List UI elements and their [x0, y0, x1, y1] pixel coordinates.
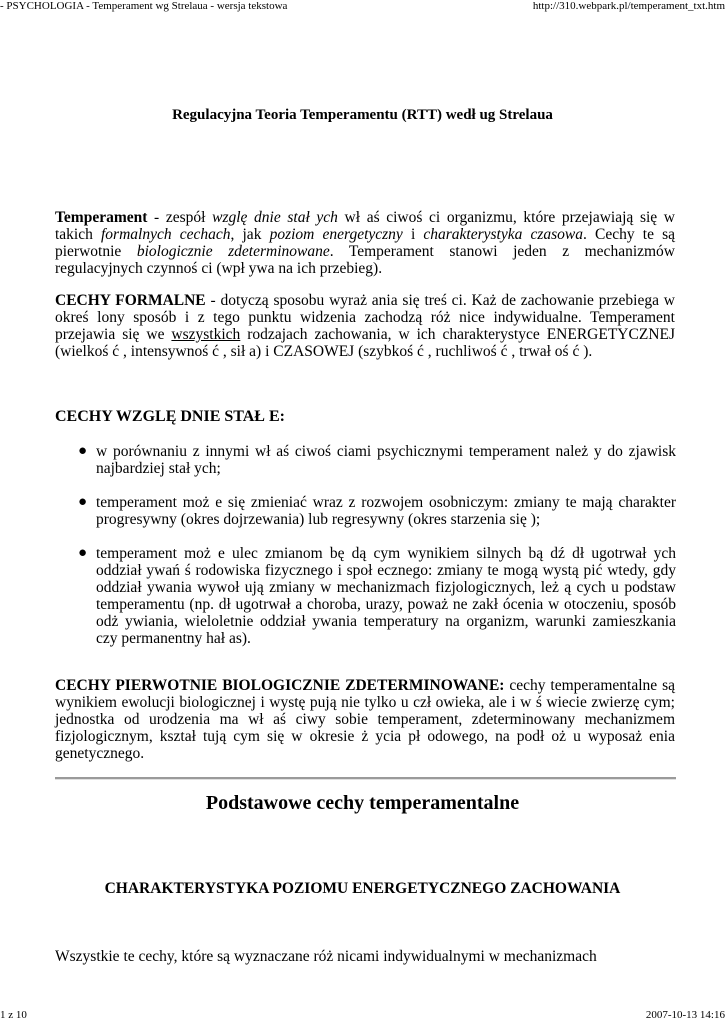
paragraph-wszystkie-cechy: Wszystkie te cechy, które są wyznaczane róż nicami indywidualnymi w mechanizmach: [55, 948, 597, 965]
list-item: ● temperament moż e ulec zmianom bę dą cym wynikiem silnych bą dź dł ugotrwał ych oddział ywań ś rodowiska fizycznego i społ ecznego: zmiany te mogą wystą pić wtedy, gdy oddział ywania wywoł ują zmiany w mechanizmach fizjologicznych, leż ą cych u podstaw temperamentu (np. dł ugotrwał a choroba, urazy, poważ ne zakł ócenia w otoczeniu, sposób odż ywiania, wieloletnie oddział ywania temperatury na organizm, warunki zamieszkania czy permanentny hał as).: [78, 545, 676, 647]
page-header-title: - PSYCHOLOGIA - Temperament wg Strelaua - wersja tekstowa: [0, 0, 288, 12]
list-item: ● temperament moż e się zmieniać wraz z rozwojem osobniczym: zmiany te mają charakter progresywny (okres dojrzewania) lub regresywny (okres starzenia się );: [78, 494, 676, 528]
horizontal-divider: [55, 777, 676, 780]
document-title: Regulacyjna Teoria Temperamentu (RTT) wedł ug Strelaua: [172, 107, 553, 123]
page-footer-datetime: 2007-10-13 14:16: [645, 1009, 725, 1021]
term-cechy-pierwotnie: CECHY PIERWOTNIE BIOLOGICZNIE ZDETERMINOWANE:: [55, 677, 505, 694]
subsection-heading-poziom-energetyczny: CHARAKTERYSTYKA POZIOMU ENERGETYCZNEGO ZACHOWANIA: [104, 880, 621, 897]
paragraph-cechy-pierwotnie: CECHY PIERWOTNIE BIOLOGICZNIE ZDETERMINOWANE: cechy temperamentalne są wynikiem ewolucji biologicznej i wystę pują nie tylko u czł owieka, ale i w ś wiecie zwierzę cym; jednostka od urodzenia ma wł aś ciwy sobie temperament, zdeterminowany mechanizmem fizjologicznym, kształ tują cym się w okresie ż ycia pł odowego, na podł oż u wyposaż enia genetycznego.: [55, 677, 675, 762]
term-cechy-formalne: CECHY FORMALNE: [55, 292, 206, 309]
section-heading-cechy-wzglednie-stale: CECHY WZGLĘ DNIE STAŁ E:: [55, 408, 285, 425]
list-item: ● w porównaniu z innymi wł aś ciwoś ciami psychicznymi temperament należ y do zjawisk najbardziej stał ych;: [78, 443, 676, 477]
bullet-list: [78, 443, 676, 647]
underlined-word: wszystkich: [171, 326, 241, 343]
page-header-url: http://310.webpark.pl/temperament_txt.htm: [532, 0, 725, 12]
section-heading-podstawowe-cechy: Podstawowe cechy temperamentalne: [205, 792, 520, 814]
bullet-icon: ●: [78, 545, 88, 561]
page-footer-page-number: 1 z 10: [0, 1009, 27, 1021]
bullet-icon: ●: [78, 494, 88, 510]
bullet-icon: ●: [78, 443, 88, 459]
paragraph-temperament: Temperament - zespół wzglę dnie stał ych wł aś ciwoś ci organizmu, które przejawiają się w takich formalnych cechach, jak poziom energetyczny i charakterystyka czasowa. Cechy te są pierwotnie biologicznie zdeterminowane. Temperament stanowi jeden z mechanizmów regulacyjnych czynnoś ci (wpł ywa na ich przebieg).: [55, 209, 676, 277]
paragraph-cechy-formalne: CECHY FORMALNE - dotyczą sposobu wyraż ania się treś ci. Każ de zachowanie przebiega w okreś lony sposób i z tego punktu widzenia zachodzą róż nice indywidualne. Temperament przejawia się we wszystkich rodzajach zachowania, w ich charakterystyce ENERGETYCZNEJ (wielkoś ć , intensywnoś ć , sił a) i CZASOWEJ (szybkoś ć , ruchliwoś ć , trwał oś ć ).: [55, 292, 676, 360]
term-temperament: Temperament: [55, 209, 148, 226]
